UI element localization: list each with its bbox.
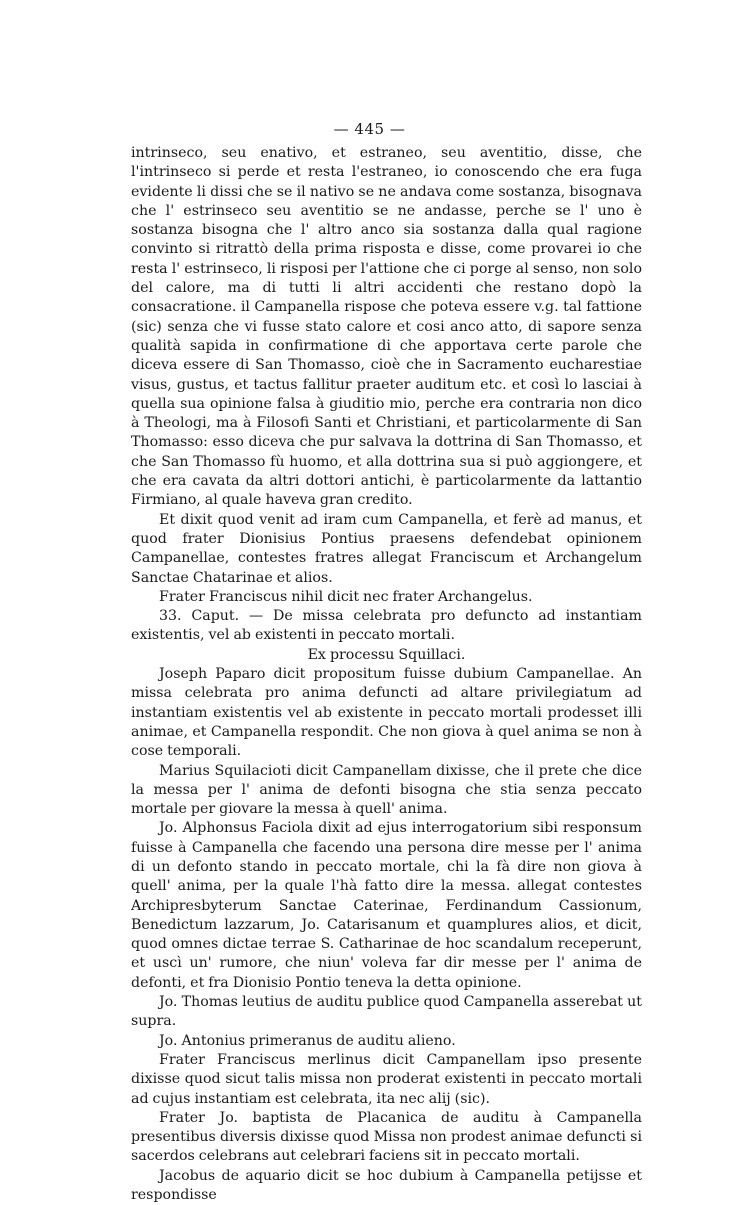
- paragraph-baptista-placanica: Frater Jo. baptista de Placanica de auditu à Campanella presentibus diversis dixisse quod Missa non prodest animae defuncti si sacerdos celebrans aut celebrari faciens sit in peccato mortali.: [131, 1109, 642, 1165]
- paragraph-thomas-leutius: Jo. Thomas leutius de auditu publice quod Campanella asserebat ut supra.: [131, 994, 642, 1030]
- paragraph-alphonsus-faciola: Jo. Alphonsus Faciola dixit ad ejus interrogatorium sibi responsum fuisse à Campanella che facendo una persona dire messe per l' anima di un defonto stando in peccato mortale, chi la fà dire non giova à quell' anima, per la quale l'hà fatto dire la messa. allegat contestes Archipresbyterum Sanctae Caterinae, Ferdinandum Cassionum, Benedictum lazzarum, Jo. Catarisanum et quamplures alios, et dicit, quod omnes dictae terrae S. Catharinae de hoc scandalum receperunt, et uscì un' rumore, che niun' voleva far dir messe per l' anima de defonti, et fra Dionisio Pontio teneva la detta opinione.: [131, 820, 642, 991]
- page-number: — 445 —: [333, 120, 406, 138]
- body-text: [131, 144, 642, 1205]
- paragraph-antonius-primeranus: Jo. Antonius primeranus de auditu alieno.: [159, 1032, 456, 1049]
- section-subheading-squillaci: Ex processu Squillaci.: [307, 646, 466, 663]
- paragraph-dixit-iram: Et dixit quod venit ad iram cum Campanella, et ferè ad manus, et quod frater Dionisius Pontius praesens defendebat opinionem Campanellae, contestes fratres allegat Franciscum et Archangelum Sanctae Chatarinae et alios.: [131, 511, 642, 586]
- paragraph-joseph-paparo: Joseph Paparo dicit propositum fuisse dubium Campanellae. An missa celebrata pro anima defuncti ad altare privilegiatum ad instantiam existentis vel ab existente in peccato mortali prodesset illi animae, et Campanella respondit. Che non giova à quel anima se non à cose temporali.: [131, 666, 642, 760]
- section-heading-caput-33: 33. Caput. — De missa celebrata pro defuncto ad instantiam existentis, vel ab existenti in peccato mortali.: [131, 608, 642, 644]
- paragraph-continuation: intrinseco, seu enativo, et estraneo, seu aventitio, disse, che l'intrinseco si perde et resta l'estraneo, io conoscendo che era fuga evidente li dissi che se il nativo se ne andava come sostanza, bisognava che l' estrinseco seu aventitio se ne andasse, perche se l' uno è sostanza bisogna che l' altro anco sia sostanza dalla qual ragione convinto si ritrattò della prima risposta e disse, come provarei io che resta l' estrinseco, li risposi per l'attione che ci porge al senso, non solo del calore, ma di tutti li altri accidenti che restano dopò la consacratione. il Campanella rispose che poteva essere v.g. tal fattione (sic) senza che vi fusse stato calore et cosi anco atto, di sapore senza qualità sapida in confirmatione di che apportava certe parole che diceva essere di San Thomasso, cioè che in Sacramento eucharestiae visus, gustus, et tactus fallitur praeter auditum etc. et così lo lasciai à quella sua opinione falsa à giuditio mio, perche era contraria non dico à Theologi, ma à Filosofi Santi et Christiani, et particolarmente di San Thomasso: esso diceva che pur salvava la dottrina di San Thomasso, et che San Thomasso fù huomo, et alla dottrina sua si può aggiongere, et che era cavata da altri dottori antichi, è particolarmente da lattantio Firmiano, al quale haveva gran credito.: [131, 145, 642, 509]
- paragraph-marius-squilacioti: Marius Squilacioti dicit Campanellam dixisse, che il prete che dice la messa per l' anima de defonti bisogna che stia senza peccato mortale per giovare la messa à quell' anima.: [131, 762, 642, 818]
- paragraph-frater-franciscus-nihil: Frater Franciscus nihil dicit nec frater Archangelus.: [159, 588, 533, 605]
- paragraph-franciscus-merlinus: Frater Franciscus merlinus dicit Campanellam ipso presente dixisse quod sicut talis missa non proderat existenti in peccato mortali ad cujus instantiam est celebrata, ita nec alij (sic).: [131, 1051, 642, 1107]
- paragraph-jacobus-aquario: Jacobus de aquario dicit se hoc dubium à Campanella petijsse et respondisse: [131, 1167, 642, 1204]
